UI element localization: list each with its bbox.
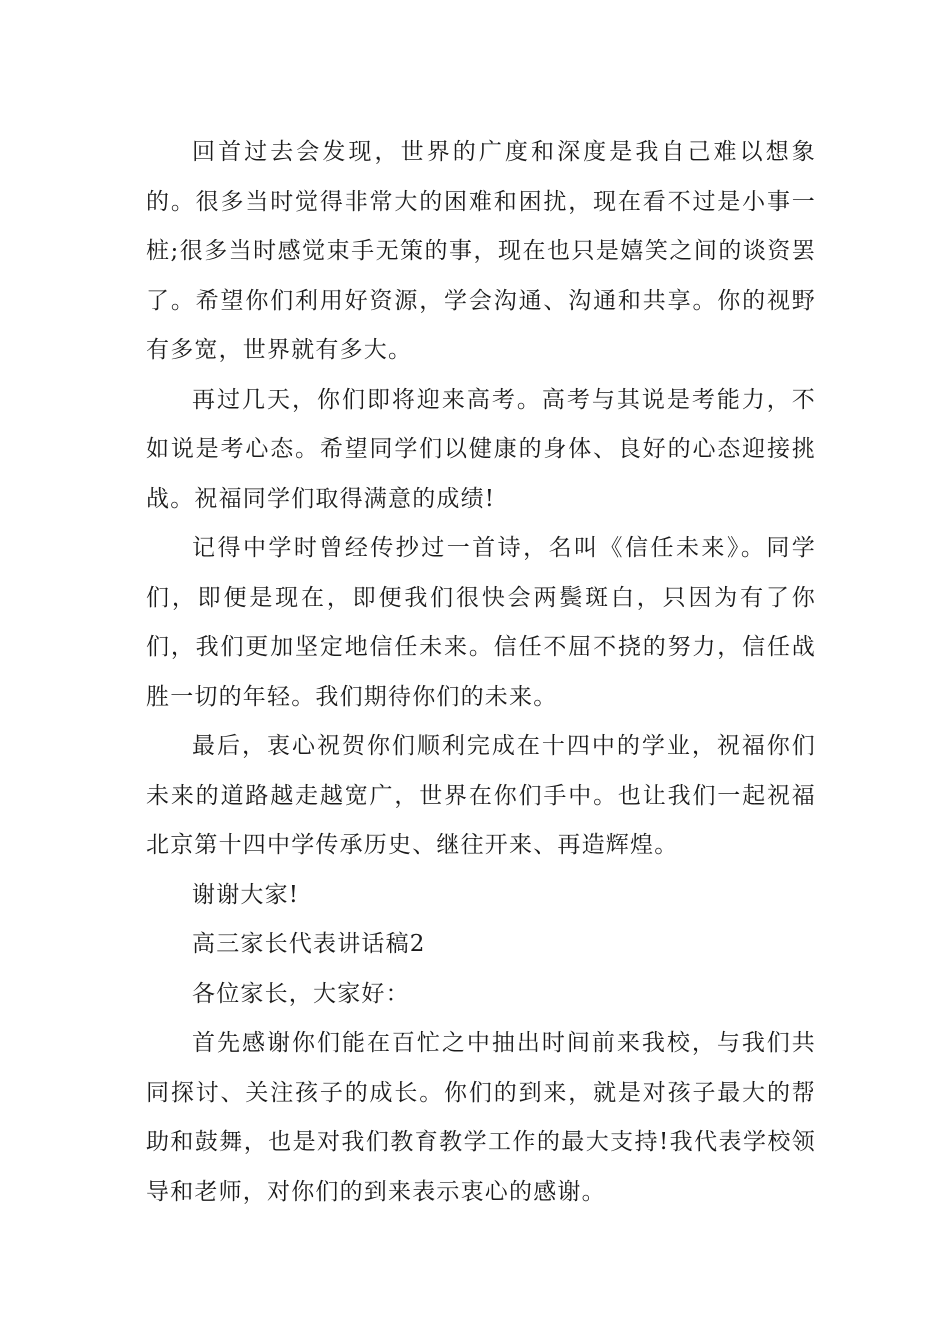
paragraph-exam: 再过几天，你们即将迎来高考。高考与其说是考能力，不如说是考心态。希望同学们以健康的身体、良好的心态迎接挑战。祝福同学们取得满意的成绩!: [146, 386, 816, 512]
document-body: [146, 128, 816, 1217]
paragraph-closing: 最后，衷心祝贺你们顺利完成在十四中的学业，祝福你们未来的道路越走越宽广，世界在你们手中。也让我们一起祝福北京第十四中学传承历史、继往开来、再造辉煌。: [146, 733, 816, 858]
paragraph-reflection: 回首过去会发现，世界的广度和深度是我自己难以想象的。很多当时觉得非常大的困难和困扰，现在看不过是小事一桩;很多当时感觉束手无策的事，现在也只是嬉笑之间的谈资罢了。希望你们利用好资源，学会沟通、沟通和共享。你的视野有多宽，世界就有多大。: [146, 139, 816, 363]
section-heading: 高三家长代表讲话稿2: [192, 931, 426, 957]
paragraph-thanks: 谢谢大家!: [192, 881, 300, 908]
paragraph-greeting: 各位家长，大家好：: [192, 980, 410, 1007]
paragraph-welcome: 首先感谢你们能在百忙之中抽出时间前来我校，与我们共同探讨、关注孩子的成长。你们的到来，就是对孩子最大的帮助和鼓舞，也是对我们教育教学工作的最大支持!我代表学校领导和老师，对你们的到来表示衷心的感谢。: [146, 1030, 816, 1205]
paragraph-poem: 记得中学时曾经传抄过一首诗，名叫《信任未来》。同学们，即便是现在，即便我们很快会两鬓斑白，只因为有了你们，我们更加坚定地信任未来。信任不屈不挠的努力，信任战胜一切的年轻。我们期待你们的未来。: [146, 535, 816, 710]
